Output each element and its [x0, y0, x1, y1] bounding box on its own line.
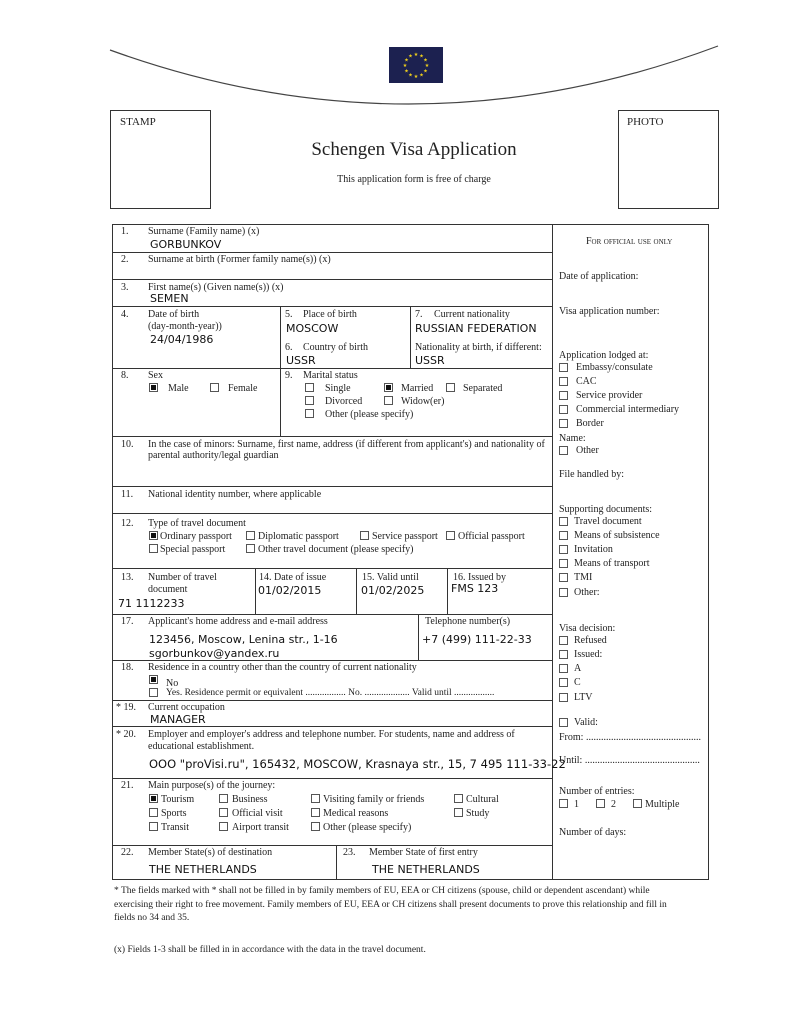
purpose-airport-transit-checkbox[interactable]: [219, 822, 228, 831]
marital-divorced-label: Divorced: [325, 396, 363, 407]
svg-text:★: ★: [423, 69, 428, 75]
country-of-birth-input[interactable]: USSR: [286, 354, 316, 367]
lodged-embassy-label: Embassy/consulate: [576, 362, 653, 373]
lodged-at-label: Application lodged at:: [559, 350, 649, 361]
purpose-medical-checkbox[interactable]: [311, 808, 320, 817]
field-19-number: * 19.: [116, 702, 136, 713]
doc-special-label: Special passport: [160, 544, 226, 555]
field-8-label: Sex: [148, 370, 163, 381]
svg-text:★: ★: [413, 53, 419, 58]
footer-note-line-1: * The fields marked with * shall not be filled in by family members of EU, EEA or CH citizens (spouse, child or dependent ascendant) while: [114, 886, 650, 896]
field-7-label: Current nationality: [434, 309, 510, 320]
page-subtitle: This application form is free of charge: [337, 174, 491, 185]
field-9-label: Marital status: [303, 370, 358, 381]
marital-other-label: Other (please specify): [325, 409, 414, 420]
purpose-cultural-label: Cultural: [466, 794, 499, 805]
field-4-label: Date of birth: [148, 309, 200, 320]
doc-ordinary-checkbox[interactable]: [149, 531, 158, 540]
email-input[interactable]: sgorbunkov@yandex.ru: [149, 647, 280, 660]
doc-service-checkbox[interactable]: [360, 531, 369, 540]
svg-text:★: ★: [408, 73, 413, 79]
footer-note-fields-1-3: (x) Fields 1-3 shall be filled in in accordance with the data in the travel document.: [114, 945, 426, 955]
number-of-entries-label: Number of entries:: [559, 786, 635, 797]
field-22-label: Member State(s) of destination: [148, 847, 273, 858]
field-17-number: 17.: [121, 616, 134, 627]
residence-no-label: No: [166, 678, 179, 689]
field-10-label: In the case of minors: Surname, first name, address (if different from applicant's) and nationality of: [148, 439, 545, 450]
marital-separated-checkbox[interactable]: [446, 383, 455, 392]
decision-refused-checkbox[interactable]: [559, 636, 568, 645]
support-other-checkbox[interactable]: [559, 588, 568, 597]
marital-widow-label: Widow(er): [401, 396, 445, 407]
lodged-commercial-label: Commercial intermediary: [576, 404, 680, 415]
decision-c-checkbox[interactable]: [559, 678, 568, 687]
doc-official-checkbox[interactable]: [446, 531, 455, 540]
field-2-number: 2.: [121, 254, 129, 265]
field-13-number: 13.: [121, 572, 134, 583]
visa-decision-label: Visa decision:: [559, 623, 616, 634]
field-23-number: 23.: [343, 847, 356, 858]
field-20-number: * 20.: [116, 729, 136, 740]
number-of-days-label: Number of days:: [559, 827, 627, 838]
field-16-label: 16. Issued by: [453, 572, 507, 583]
field-18-label: Residence in a country other than the country of current nationality: [148, 662, 417, 673]
decision-c-label: C: [574, 677, 581, 688]
support-tmi-label: TMI: [574, 572, 593, 583]
entries-2-checkbox[interactable]: [596, 799, 605, 808]
file-handled-by-label: File handled by:: [559, 469, 624, 480]
residence-yes-checkbox[interactable]: [149, 688, 158, 697]
purpose-tourism-label: Tourism: [161, 794, 195, 805]
home-address-input[interactable]: 123456, Moscow, Lenina str., 1-16: [149, 633, 338, 646]
decision-ltv-label: LTV: [574, 692, 593, 703]
lodged-commercial-checkbox[interactable]: [559, 405, 568, 414]
field-3-number: 3.: [121, 282, 129, 293]
field-19-label: Current occupation: [148, 702, 225, 713]
svg-text:★: ★: [424, 64, 430, 69]
lodged-border-label: Border: [576, 418, 604, 429]
purpose-other-label: Other (please specify): [323, 822, 412, 833]
doc-other-checkbox[interactable]: [246, 544, 255, 553]
entries-multiple-checkbox[interactable]: [633, 799, 642, 808]
field-9-number: 9.: [285, 370, 293, 381]
support-travel-doc-checkbox[interactable]: [559, 517, 568, 526]
decision-issued-checkbox[interactable]: [559, 650, 568, 659]
sex-male-label: Male: [168, 383, 189, 394]
field-18-number: 18.: [121, 662, 134, 673]
doc-other-label: Other travel document (please specify): [258, 544, 414, 555]
lodged-service-provider-label: Service provider: [576, 390, 643, 401]
sex-male-checkbox[interactable]: [149, 383, 158, 392]
doc-service-label: Service passport: [372, 531, 438, 542]
photo-label: PHOTO: [627, 116, 664, 128]
doc-diplomatic-label: Diplomatic passport: [258, 531, 339, 542]
destination-input[interactable]: THE NETHERLANDS: [149, 863, 257, 876]
marital-other-checkbox[interactable]: [305, 409, 314, 418]
purpose-study-label: Study: [466, 808, 490, 819]
marital-widow-checkbox[interactable]: [384, 396, 393, 405]
field-20-label-cont: educational establishment.: [148, 741, 255, 752]
field-10-label-cont: parental authority/legal guardian: [148, 450, 279, 461]
footer-note-line-2: exercising their right to free movement. Family members of EU, EEA or CH citizens shall present documents to prove this relationship and fill in: [114, 900, 667, 910]
field-3-label: First name(s) (Given name(s)) (x): [148, 282, 284, 293]
valid-from-field: From: ..............................................: [559, 732, 701, 743]
field-5-number: 5.: [285, 309, 293, 320]
marital-married-label: Married: [401, 383, 434, 394]
stamp-label: STAMP: [120, 116, 156, 128]
sex-female-label: Female: [228, 383, 258, 394]
svg-text:★: ★: [423, 58, 428, 64]
visa-application-number-label: Visa application number:: [559, 306, 660, 317]
travel-document-number-input[interactable]: 71 1112233: [118, 597, 185, 610]
date-of-issue-input[interactable]: 01/02/2015: [258, 584, 322, 597]
field-4-number: 4.: [121, 309, 129, 320]
residence-yes-label: Yes. Residence permit or equivalent ................. No. ................... Valid until .................: [166, 688, 495, 698]
page-title: Schengen Visa Application: [311, 139, 517, 160]
field-11-number: 11.: [121, 489, 134, 500]
field-21-label: Main purpose(s) of the journey:: [148, 780, 276, 791]
field-15-label: 15. Valid until: [362, 572, 419, 583]
marital-single-label: Single: [325, 383, 351, 394]
field-12-label: Type of travel document: [148, 518, 246, 529]
issued-by-input[interactable]: FMS 123: [451, 582, 499, 595]
sex-female-checkbox[interactable]: [210, 383, 219, 392]
marital-divorced-checkbox[interactable]: [305, 396, 314, 405]
field-13-label: Number of travel: [148, 572, 217, 583]
svg-text:★: ★: [419, 73, 424, 79]
lodged-cac-label: CAC: [576, 376, 597, 387]
purpose-medical-label: Medical reasons: [323, 808, 389, 819]
field-23-label: Member State of first entry: [369, 847, 478, 858]
entries-1-checkbox[interactable]: [559, 799, 568, 808]
doc-official-label: Official passport: [458, 531, 525, 542]
purpose-airport-transit-label: Airport transit: [232, 822, 289, 833]
purpose-visiting-label: Visiting family or friends: [323, 794, 425, 805]
support-subsistence-label: Means of subsistence: [574, 530, 660, 541]
field-1-label: Surname (Family name) (x): [148, 226, 260, 237]
lodged-embassy-checkbox[interactable]: [559, 363, 568, 372]
field-4-label-format: (day-month-year)): [148, 321, 222, 332]
first-name-input[interactable]: SEMEN: [150, 292, 189, 305]
purpose-official-visit-label: Official visit: [232, 808, 283, 819]
field-2-label: Surname at birth (Former family name(s)) (x): [148, 254, 331, 265]
support-other-label: Other:: [574, 587, 600, 598]
nationality-at-birth-input[interactable]: USSR: [415, 354, 445, 367]
field-14-label: 14. Date of issue: [259, 572, 327, 583]
purpose-cultural-checkbox[interactable]: [454, 794, 463, 803]
name-label: Name:: [559, 433, 586, 444]
valid-until-input[interactable]: 01/02/2025: [361, 584, 425, 597]
field-8-number: 8.: [121, 370, 129, 381]
decision-issued-label: Issued:: [574, 649, 603, 660]
decision-ltv-checkbox[interactable]: [559, 693, 568, 702]
field-17-label: Applicant's home address and e-mail address: [148, 616, 328, 627]
date-of-application-label: Date of application:: [559, 271, 639, 282]
purpose-official-visit-checkbox[interactable]: [219, 808, 228, 817]
surname-input[interactable]: GORBUNKOV: [150, 238, 222, 251]
eu-flag-icon: [389, 47, 443, 83]
svg-text:★: ★: [408, 54, 413, 60]
marital-married-checkbox[interactable]: [384, 383, 393, 392]
marital-single-checkbox[interactable]: [305, 383, 314, 392]
supporting-documents-label: Supporting documents:: [559, 504, 653, 515]
decision-refused-label: Refused: [574, 635, 607, 646]
place-of-birth-input[interactable]: MOSCOW: [286, 322, 339, 335]
decision-a-label: A: [574, 663, 582, 674]
support-subsistence-checkbox[interactable]: [559, 531, 568, 540]
residence-no-checkbox[interactable]: [149, 675, 158, 684]
purpose-study-checkbox[interactable]: [454, 808, 463, 817]
lodged-other-checkbox[interactable]: [559, 446, 568, 455]
valid-checkbox[interactable]: [559, 718, 568, 727]
support-tmi-checkbox[interactable]: [559, 573, 568, 582]
svg-text:★: ★: [402, 64, 408, 69]
field-7-number: 7.: [415, 309, 423, 320]
support-travel-doc-label: Travel document: [574, 516, 642, 527]
marital-separated-label: Separated: [463, 383, 503, 394]
nationality-at-birth-label: Nationality at birth, if different:: [415, 342, 542, 353]
support-invitation-checkbox[interactable]: [559, 545, 568, 554]
lodged-service-provider-checkbox[interactable]: [559, 391, 568, 400]
field-13-label-cont: document: [148, 584, 188, 595]
svg-text:★: ★: [413, 75, 419, 80]
entries-1-label: 1: [574, 799, 579, 810]
entries-2-label: 2: [611, 799, 616, 810]
official-use-title: For official use only: [586, 236, 673, 247]
purpose-other-checkbox[interactable]: [311, 822, 320, 831]
telephone-label: Telephone number(s): [425, 616, 511, 627]
purpose-transit-checkbox[interactable]: [149, 822, 158, 831]
field-11-label: National identity number, where applicable: [148, 489, 322, 500]
field-6-number: 6.: [285, 342, 293, 353]
entries-multiple-label: Multiple: [645, 799, 680, 810]
field-5-label: Place of birth: [303, 309, 357, 320]
support-transport-label: Means of transport: [574, 558, 650, 569]
purpose-transit-label: Transit: [161, 822, 189, 833]
lodged-border-checkbox[interactable]: [559, 419, 568, 428]
purpose-sports-checkbox[interactable]: [149, 808, 158, 817]
field-6-label: Country of birth: [303, 342, 368, 353]
employer-input[interactable]: OOO "proVisi.ru", 165432, MOSCOW, Krasnaya str., 15, 7 495 111-33-22: [149, 757, 566, 771]
date-of-birth-input[interactable]: 24/04/1986: [150, 333, 214, 346]
purpose-visiting-checkbox[interactable]: [311, 794, 320, 803]
telephone-input[interactable]: +7 (499) 111-22-33: [422, 633, 532, 646]
purpose-business-label: Business: [232, 794, 268, 805]
footer-note-line-3: fields no 34 and 35.: [114, 913, 190, 923]
current-nationality-input[interactable]: RUSSIAN FEDERATION: [415, 322, 537, 335]
occupation-input[interactable]: MANAGER: [150, 713, 206, 726]
lodged-other-label: Other: [576, 445, 599, 456]
valid-until-field: Until: ..............................................: [559, 755, 700, 766]
svg-text:★: ★: [404, 58, 409, 64]
doc-diplomatic-checkbox[interactable]: [246, 531, 255, 540]
svg-text:★: ★: [419, 54, 424, 60]
lodged-cac-checkbox[interactable]: [559, 377, 568, 386]
svg-text:★: ★: [404, 69, 409, 75]
support-transport-checkbox[interactable]: [559, 559, 568, 568]
field-22-number: 22.: [121, 847, 134, 858]
field-21-number: 21.: [121, 780, 134, 791]
valid-label: Valid:: [574, 717, 598, 728]
first-entry-input[interactable]: THE NETHERLANDS: [372, 863, 480, 876]
field-20-label: Employer and employer's address and telephone number. For students, name and address of: [148, 729, 515, 740]
support-invitation-label: Invitation: [574, 544, 613, 555]
purpose-business-checkbox[interactable]: [219, 794, 228, 803]
decision-a-checkbox[interactable]: [559, 664, 568, 673]
doc-ordinary-label: Ordinary passport: [160, 531, 232, 542]
purpose-sports-label: Sports: [161, 808, 187, 819]
field-1-number: 1.: [121, 226, 129, 237]
field-12-number: 12.: [121, 518, 134, 529]
purpose-tourism-checkbox[interactable]: [149, 794, 158, 803]
doc-special-checkbox[interactable]: [149, 544, 158, 553]
field-10-number: 10.: [121, 439, 134, 450]
